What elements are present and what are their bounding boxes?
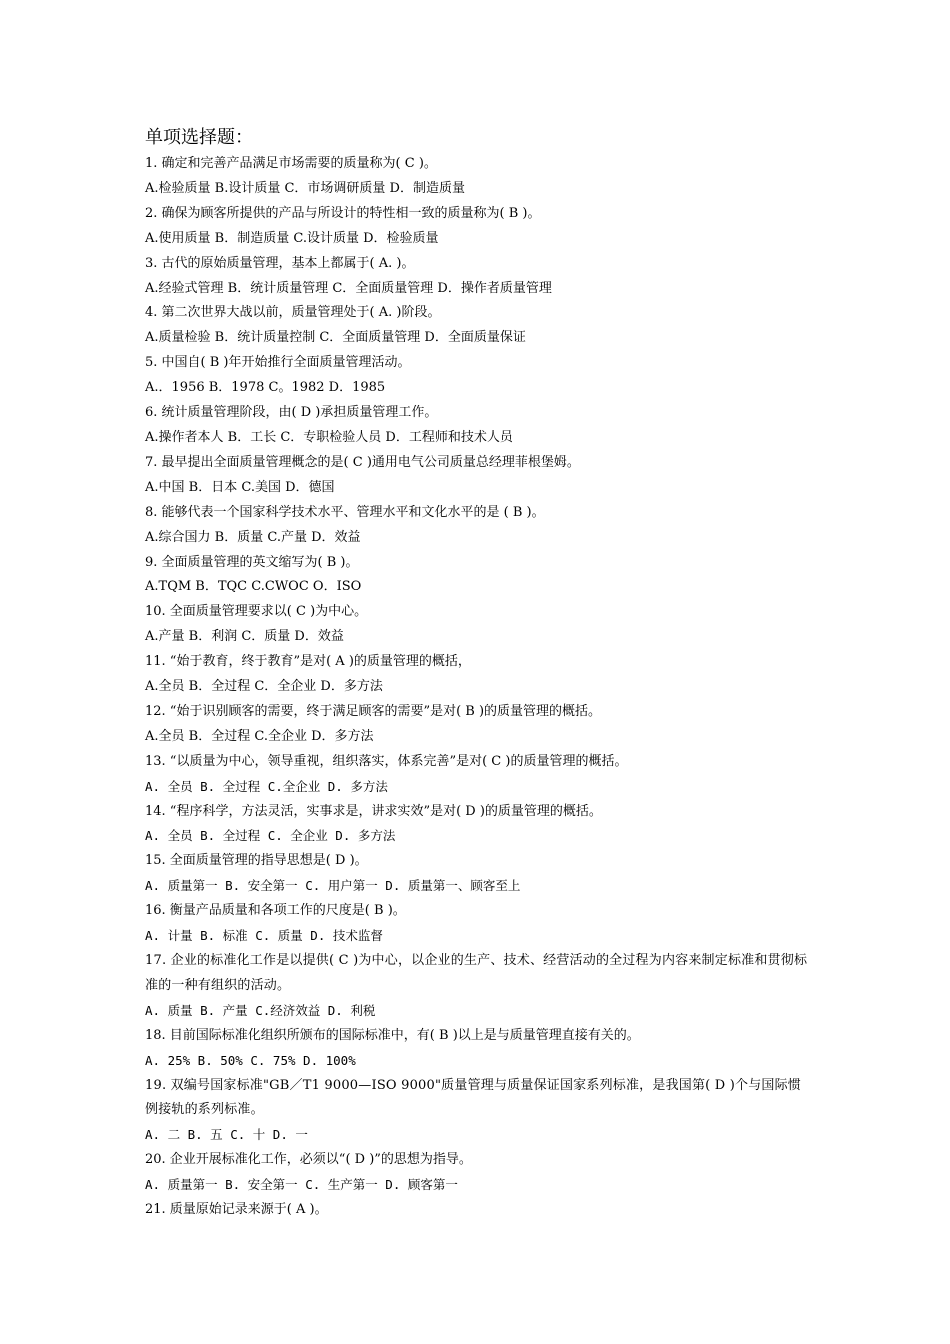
options-18: A. 25% B. 50% C. 75% D. 100%: [145, 1052, 356, 1068]
options-7: A.中国 B．日本 C.美国 D．德国: [145, 479, 335, 495]
options-4: A.质量检验 B．统计质量控制 C．全面质量管理 D．全面质量保证: [145, 330, 526, 346]
question-15: 15. 全面质量管理的指导思想是( D )。: [145, 853, 368, 869]
options-16: A. 计量 B. 标准 C. 质量 D. 技术监督: [145, 928, 383, 944]
question-6: 6. 统计质量管理阶段，由( D )承担质量管理工作。: [145, 405, 438, 421]
question-1: 1. 确定和完善产品满足市场需要的质量称为( C )。: [145, 156, 437, 171]
options-13: A. 全员 B. 全过程 C.全企业 D. 多方法: [145, 778, 388, 794]
question-7: 7. 最早提出全面质量管理概念的是( C )通用电气公司质量总经理菲根堡姆。: [145, 454, 580, 470]
question-11: 11. “始于教育，终于教育”是对( A )的质量管理的概括，: [145, 654, 471, 670]
question-21: 21. 质量原始记录来源于( A )。: [145, 1202, 328, 1218]
question-12: 12. “始于识别顾客的需要，终于满足顾客的需要”是对( B )的质量管理的概括。: [145, 703, 602, 719]
options-5: A.．1956 B．1978 C。1982 D．1985: [145, 380, 386, 396]
options-15: A. 质量第一 B. 安全第一 C. 用户第一 D. 质量第一、顾客至上: [145, 878, 521, 894]
question-8: 8. 能够代表一个国家科学技术水平、管理水平和文化水平的是 ( B )。: [145, 504, 545, 520]
question-10: 10. 全面质量管理要求以( C )为中心。: [145, 604, 368, 620]
options-17: A. 质量 B. 产量 C.经济效益 D. 利税: [145, 1002, 376, 1018]
options-11: A.全员 B．全过程 C．全企业 D．多方法: [145, 679, 383, 695]
options-2: A.使用质量 B．制造质量 C.设计质量 D．检验质量: [145, 230, 439, 246]
options-14: A. 全员 B. 全过程 C. 全企业 D. 多方法: [145, 828, 396, 844]
question-3: 3. 古代的原始质量管理，基本上都属于( A. )。: [145, 255, 415, 271]
question-18: 18. 目前国际标准化组织所颁布的国际标准中，有( B )以上是与质量管理直接有关的。: [145, 1027, 640, 1043]
question-14: 14. “程序科学，方法灵活，实事求是，讲求实效”是对( D )的质量管理的概括。: [145, 803, 602, 819]
options-6: A.操作者本人 B．工长 C．专职检验人员 D．工程师和技术人员: [145, 429, 513, 445]
options-20: A. 质量第一 B. 安全第一 C. 生产第一 D. 顾客第一: [145, 1177, 458, 1193]
document-body: [145, 127, 810, 1223]
question-19: 19. 双编号国家标准"GB／T1 9000—ISO 9000"质量管理与质量保证国家系列标准，是我国第( D )个与国际惯例接轨的系列标准。: [145, 1077, 802, 1118]
options-19: A. 二 B. 五 C. 十 D. 一: [145, 1127, 308, 1143]
options-10: A.产量 B．利润 C．质量 D．效益: [145, 629, 344, 645]
question-13: 13. “以质量为中心，领导重视，组织落实，体系完善”是对( C )的质量管理的概括。: [145, 753, 628, 769]
options-1: A.检验质量 B.设计质量 C．市场调研质量 D．制造质量: [145, 180, 465, 196]
options-9: A.TQM B．TQC C.CWOC O．ISO: [145, 579, 362, 595]
question-2: 2. 确保为顾客所提供的产品与所设计的特性相一致的质量称为( B )。: [145, 205, 541, 221]
options-8: A.综合国力 B．质量 C.产量 D．效益: [145, 529, 361, 545]
options-3: A.经验式管理 B．统计质量管理 C．全面质量管理 D．操作者质量管理: [145, 280, 552, 296]
question-20: 20. 企业开展标准化工作，必须以“( D )”的思想为指导。: [145, 1152, 472, 1168]
question-16: 16. 衡量产品质量和各项工作的尺度是( B )。: [145, 903, 406, 919]
options-12: A.全员 B．全过程 C.全企业 D．多方法: [145, 728, 374, 744]
question-17: 17. 企业的标准化工作是以提供( C )为中心，以企业的生产、技术、经营活动的全过程为内容来制定标准和贯彻标准的一种有组织的活动。: [145, 953, 808, 993]
section-heading: 单项选择题：: [145, 127, 253, 148]
question-9: 9. 全面质量管理的英文缩写为( B )。: [145, 554, 359, 570]
question-5: 5. 中国自( B )年开始推行全面质量管理活动。: [145, 355, 411, 371]
question-4: 4. 第二次世界大战以前，质量管理处于( A. )阶段。: [145, 305, 441, 321]
